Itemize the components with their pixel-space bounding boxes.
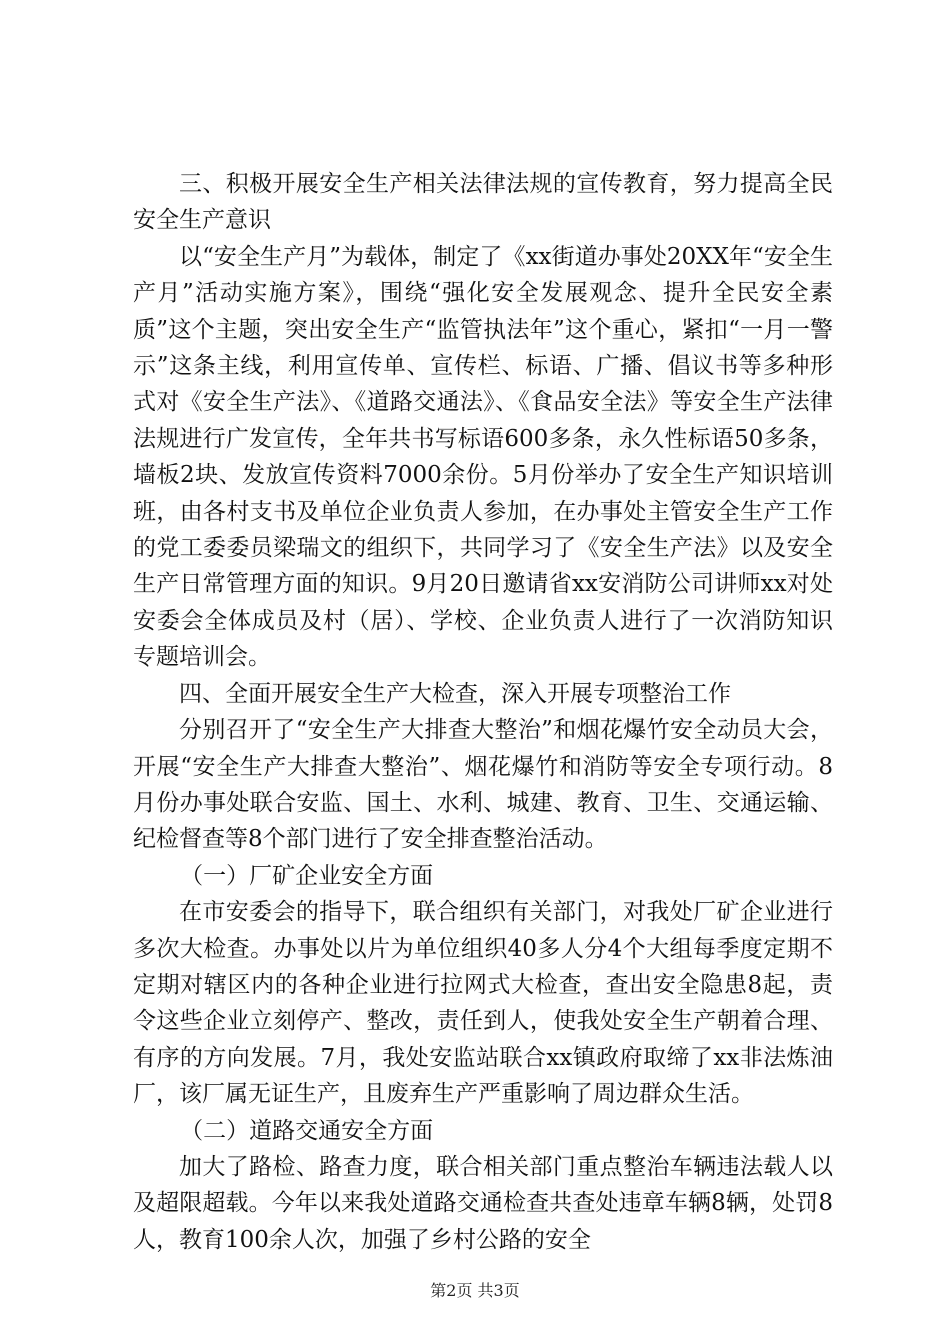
body-paragraph: 在市安委会的指导下，联合组织有关部门，对我处厂矿企业进行多次大检查。办事处以片为单位组织40多人分4个大组每季度定期不定期对辖区内的各种企业进行拉网式大检查，查出安全隐患8起，责令这些企业立刻停产、整改，责任到人，使我处安全生产朝着合理、有序的方向发展。7月，我处安监站联合xx镇政府取缔了xx非法炼油厂，该厂属无证生产，且废弃生产严重影响了周边群众生活。 — [133, 899, 833, 1108]
section-heading-3: 三、积极开展安全生产相关法律法规的宣传教育，努力提高全民安全生产意识 — [133, 171, 833, 234]
document-body — [133, 166, 833, 1258]
subheading-road-safety: （二）道路交通安全方面 — [180, 1117, 434, 1144]
subheading-factory-safety: （一）厂矿企业安全方面 — [180, 862, 434, 889]
body-paragraph: 分别召开了“安全生产大排查大整治”和烟花爆竹安全动员大会，开展“安全生产大排查大整治”、烟花爆竹和消防等安全专项行动。8月份办事处联合安监、国土、水利、城建、教育、卫生、交通运输、纪检督查等8个部门进行了安全排查整治活动。 — [133, 717, 833, 853]
section-heading-4: 四、全面开展安全生产大检查，深入开展专项整治工作 — [179, 680, 731, 707]
page-footer: 第2页 共3页 — [430, 1281, 520, 1300]
body-paragraph: 加大了路检、路查力度，联合相关部门重点整治车辆违法载人以及超限超载。今年以来我处道路交通检查共查处违章车辆8辆，处罚8人，教育100余人次，加强了乡村公路的安全 — [133, 1153, 833, 1253]
body-paragraph: 以“安全生产月”为载体，制定了《xx街道办事处20XX年“安全生产月”活动实施方案》，围绕“强化安全发展观念、提升全民安全素质”这个主题，突出安全生产“监管执法年”这个重心，紧扣“一月一警示”这条主线，利用宣传单、宣传栏、标语、广播、倡议书等多种形式对《安全生产法》、《道路交通法》、《食品安全法》等安全生产法律法规进行广发宣传，全年共书写标语600多条，永久性标语50多条，墙板2块、发放宣传资料7000余份。5月份举办了安全生产知识培训班，由各村支书及单位企业负责人参加，在办事处主管安全生产工作的党工委委员梁瑞文的组织下，共同学习了《安全生产法》以及安全生产日常管理方面的知识。9月20日邀请省xx安消防公司讲师xx对处安委会全体成员及村（居）、学校、企业负责人进行了一次消防知识专题培训会。 — [133, 243, 833, 671]
